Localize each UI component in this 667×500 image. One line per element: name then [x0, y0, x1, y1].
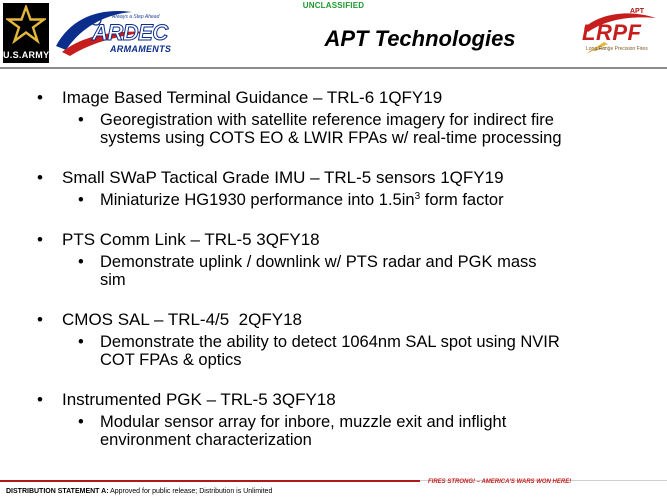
- army-star-logo-icon: [3, 3, 49, 63]
- superscript: 3: [414, 191, 421, 202]
- bullet-detail-line: Miniaturize HG1930 performance into 1.5in: [100, 191, 415, 209]
- bullet-detail-line: sim: [100, 271, 126, 289]
- bullet-detail-line: environment characterization: [100, 431, 312, 449]
- lrpf-top-label: APT: [630, 8, 644, 15]
- bullet-detail-line: Demonstrate uplink / downlink w/ PTS radar and PGK mass: [100, 253, 537, 271]
- bullet-detail: • Demonstrate uplink / downlink w/ PTS radar and PGK mass sim: [78, 253, 537, 289]
- bullet-detail: • Miniaturize HG1930 performance into $1.5in^3$ form factor: [78, 191, 504, 209]
- footer-slogan: FIRES STRONG! – AMERICA'S WARS WON HERE!: [428, 479, 572, 485]
- list-item: [0, 390, 667, 449]
- bullet-heading-text: Instrumented PGK – TRL-5 3QFY18: [62, 390, 336, 409]
- distribution-statement: [6, 488, 272, 495]
- bullet-detail-line: Demonstrate the ability to detect 1064nm SAL spot using NVIR: [100, 333, 560, 351]
- bullet-detail-line: Modular sensor array for inbore, muzzle exit and inflight: [100, 413, 507, 431]
- list-item: [0, 88, 667, 147]
- ardec-logo: [52, 6, 172, 62]
- bullet-heading-text: CMOS SAL – TRL-4/5 2QFY18: [62, 310, 302, 329]
- lrpf-mark: LRPF: [582, 20, 642, 45]
- bullet-heading: • Image Based Terminal Guidance – TRL-6 1QFY19: [37, 88, 443, 107]
- list-item: [0, 310, 667, 369]
- bullet-heading-text: PTS Comm Link – TRL-5 3QFY18: [62, 230, 320, 249]
- bullet-detail: • Demonstrate the ability to detect 1064nm SAL spot using NVIR COT FPAs & optics: [78, 333, 560, 369]
- header-divider: [0, 67, 667, 69]
- bullet-detail-line: Georegistration with satellite reference imagery for indirect fire: [100, 111, 554, 129]
- lrpf-logo: [582, 8, 660, 56]
- bullet-heading: • CMOS SAL – TRL-4/5 2QFY18: [37, 310, 302, 329]
- distribution-text: Approved for public release; Distribution is Unlimited: [108, 488, 273, 495]
- bullet-heading-text: Small SWaP Tactical Grade IMU – TRL-5 sensors 1QFY19: [62, 168, 504, 187]
- bullet-list: [0, 88, 667, 449]
- bullet-detail-line: form factor: [420, 191, 504, 209]
- list-item: [0, 230, 667, 289]
- lrpf-caption: Long Range Precision Fires: [586, 46, 648, 52]
- bullet-heading-text: Image Based Terminal Guidance – TRL-6 1QFY19: [62, 88, 443, 107]
- classification-banner: UNCLASSIFIED: [302, 1, 365, 10]
- footer-divider: [0, 480, 420, 482]
- bullet-detail: • Georegistration with satellite reference imagery for indirect fire systems using COTS EO & LWIR FPAs w/ real-time processing: [78, 111, 562, 147]
- ardec-name: ARDEC: [92, 20, 168, 45]
- ardec-subtitle: ARMAMENTS: [110, 44, 172, 54]
- bullet-detail: • Modular sensor array for inbore, muzzle exit and inflight environment characterization: [78, 413, 507, 449]
- army-logo-text: U.S.ARMY: [3, 50, 50, 60]
- page-title: APT Technologies: [324, 26, 516, 51]
- bullet-detail-line: systems using COTS EO & LWIR FPAs w/ real-time processing: [100, 129, 562, 147]
- list-item: [0, 168, 667, 209]
- bullet-detail-line: COT FPAs & optics: [100, 351, 242, 369]
- bullet-heading: • Small SWaP Tactical Grade IMU – TRL-5 sensors 1QFY19: [37, 168, 504, 187]
- army-star-icon: [6, 5, 46, 45]
- distribution-label: DISTRIBUTION STATEMENT A:: [6, 488, 109, 495]
- bullet-heading: • Instrumented PGK – TRL-5 3QFY18: [37, 390, 336, 409]
- bullet-heading: • PTS Comm Link – TRL-5 3QFY18: [37, 230, 320, 249]
- ardec-tagline: Always a Step Ahead: [112, 14, 160, 20]
